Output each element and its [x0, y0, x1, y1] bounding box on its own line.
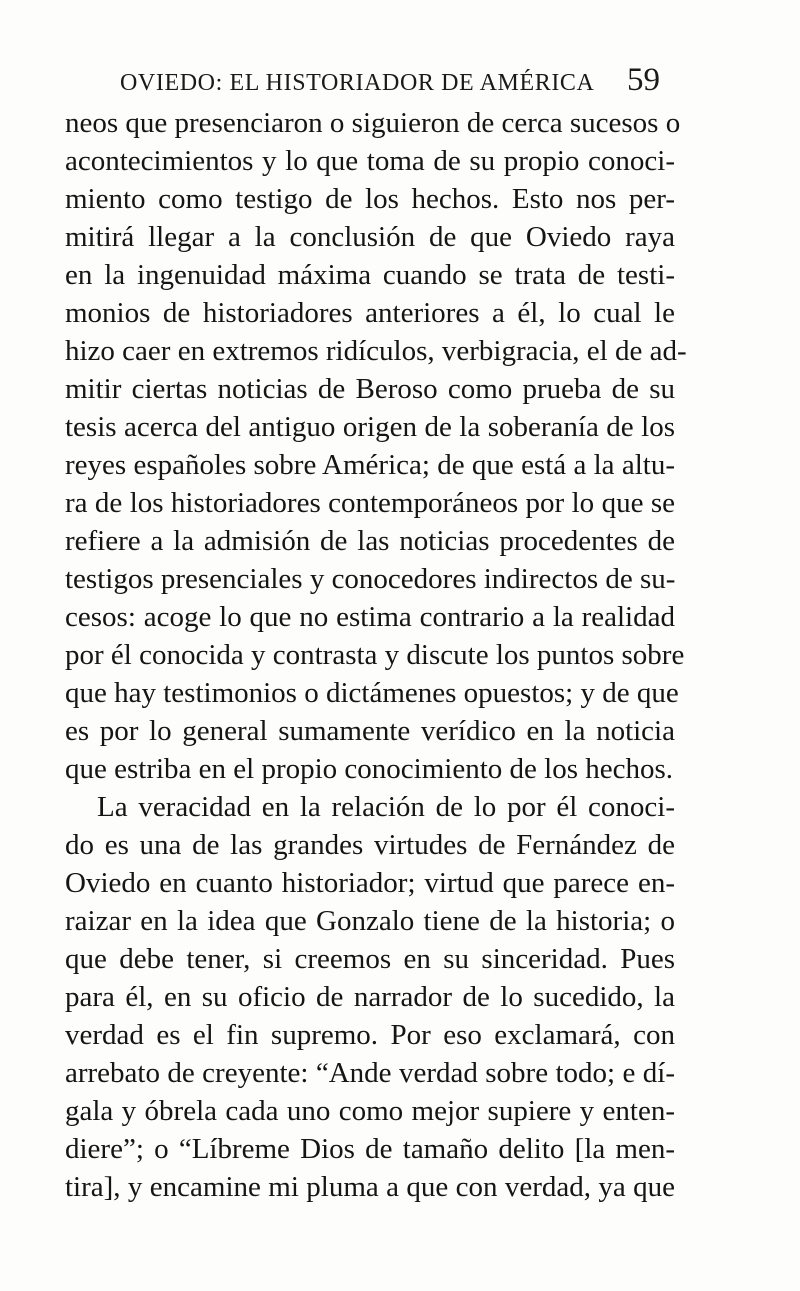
text-line: para él, en su oficio de narrador de lo sucedido, la: [65, 981, 675, 1013]
text-line: ra de los historiadores contemporáneos por lo que se: [65, 487, 675, 519]
text-line: testigos presenciales y conocedores indirectos de su-: [65, 563, 676, 595]
text-line: neos que presenciaron o siguieron de cerca sucesos o: [65, 107, 681, 139]
text-line: que debe tener, si creemos en su sinceridad. Pues: [65, 943, 675, 975]
text-line: La veracidad en la relación de lo por él conoci-: [97, 791, 675, 823]
text-line: gala y óbrela cada uno como mejor supiere y enten-: [65, 1095, 675, 1127]
running-head: [120, 62, 660, 102]
running-title: OVIEDO: EL HISTORIADOR DE AMÉRICA: [120, 70, 595, 96]
text-line: tesis acerca del antiguo origen de la soberanía de los: [65, 411, 675, 443]
text-line: es por lo general sumamente verídico en la noticia: [65, 715, 675, 747]
text-line: que hay testimonios o dictámenes opuestos; y de que: [65, 677, 679, 709]
text-line: Oviedo en cuanto historiador; virtud que parece en-: [65, 867, 675, 899]
text-line: miento como testigo de los hechos. Esto nos per-: [65, 183, 675, 215]
text-line: mitir ciertas noticias de Beroso como prueba de su: [65, 373, 675, 405]
text-line: monios de historiadores anteriores a él, lo cual le: [65, 297, 675, 329]
text-line: cesos: acoge lo que no estima contrario a la realidad: [65, 601, 675, 633]
text-line: tira], y encamine mi pluma a que con verdad, ya que: [65, 1171, 675, 1203]
text-line: por él conocida y contrasta y discute los puntos sobre: [65, 639, 685, 671]
text-line: diere”; o “Líbreme Dios de tamaño delito [la men-: [65, 1133, 675, 1165]
text-line: mitirá llegar a la conclusión de que Oviedo raya: [65, 221, 675, 253]
text-line: que estriba en el propio conocimiento de los hechos.: [65, 753, 674, 785]
text-line: reyes españoles sobre América; de que está a la altu-: [65, 449, 675, 481]
text-line: hizo caer en extremos ridículos, verbigracia, el de ad-: [65, 335, 687, 367]
text-line: raizar en la idea que Gonzalo tiene de la historia; o: [65, 905, 675, 937]
text-line: verdad es el fin supremo. Por eso exclamará, con: [65, 1019, 675, 1051]
text-line: arrebato de creyente: “Ande verdad sobre todo; e dí-: [65, 1057, 675, 1089]
text-line: acontecimientos y lo que toma de su propio conoci-: [65, 145, 675, 177]
text-line: do es una de las grandes virtudes de Fernández de: [65, 829, 675, 861]
text-line: refiere a la admisión de las noticias procedentes de: [65, 525, 675, 557]
body-text: [65, 104, 687, 1206]
page-number: 59: [627, 62, 660, 98]
text-line: en la ingenuidad máxima cuando se trata de testi-: [65, 259, 675, 291]
